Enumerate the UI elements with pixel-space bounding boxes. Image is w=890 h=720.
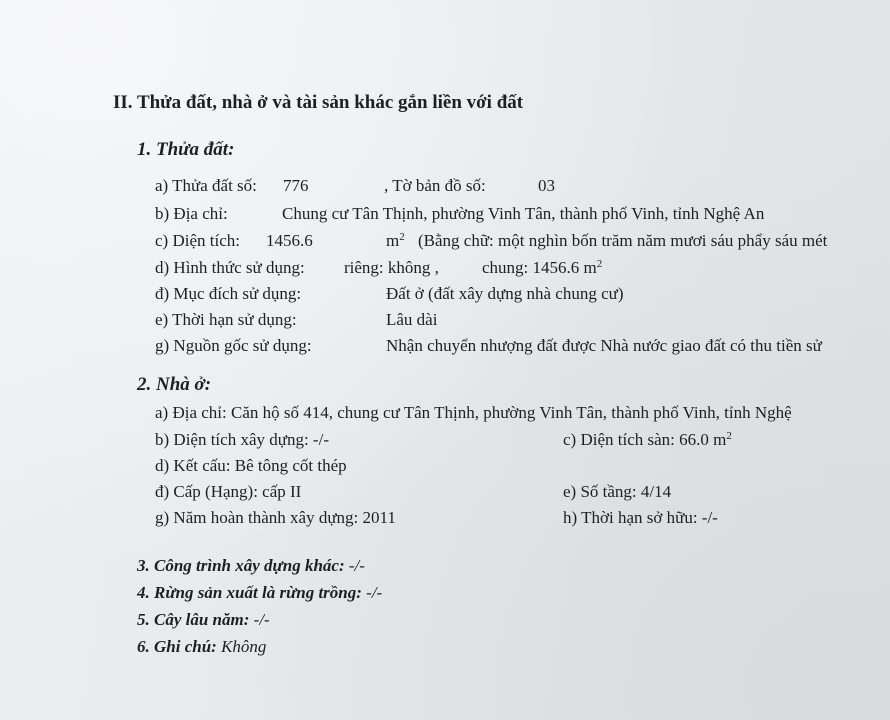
origin-label: g) Nguồn gốc sử dụng: <box>155 336 312 355</box>
area-in-words: (Bằng chữ: một nghìn bốn trăm năm mươi sáu phẩy sáu mét <box>418 231 828 250</box>
build-area: b) Diện tích xây dựng: -/- <box>155 430 329 449</box>
other-construction: 3. Công trình xây dựng khác: -/- <box>137 556 365 575</box>
map-label: , Tờ bản đồ số: <box>384 176 486 195</box>
term-label: e) Thời hạn sử dụng: <box>155 310 297 329</box>
ownership-term: h) Thời hạn sở hữu: -/- <box>563 508 718 527</box>
purpose-value: Đất ở (đất xây dựng nhà chung cư) <box>386 284 624 303</box>
house-heading: 2. Nhà ở: <box>137 374 212 395</box>
completion-year: g) Năm hoàn thành xây dựng: 2011 <box>155 508 396 527</box>
section-title: II. Thửa đất, nhà ở và tài sản khác gắn liền với đất <box>113 92 524 113</box>
grade: đ) Cấp (Hạng): cấp II <box>155 482 302 501</box>
usage-form-private: riêng: không , <box>344 258 439 277</box>
land-address-label: b) Địa chỉ: <box>155 204 228 223</box>
house-address: a) Địa chỉ: Căn hộ số 414, chung cư Tân Thịnh, phường Vinh Tân, thành phố Vinh, tỉnh Nghệ <box>155 403 792 422</box>
structure: d) Kết cấu: Bê tông cốt thép <box>155 456 347 475</box>
production-forest: 4. Rừng sản xuất là rừng trồng: -/- <box>137 583 383 602</box>
usage-form-common: chung: 1456.6 $m^2$ <box>482 258 603 277</box>
parcel-value: 776 <box>283 176 309 195</box>
term-value: Lâu dài <box>386 310 438 329</box>
purpose-label: đ) Mục đích sử dụng: <box>155 284 302 303</box>
area-label: c) Diện tích: <box>155 231 240 250</box>
area-unit: $m^2$ <box>386 231 405 250</box>
origin-value: Nhận chuyển nhượng đất được Nhà nước giao đất có thu tiền sử <box>386 336 822 355</box>
floors: e) Số tầng: 4/14 <box>563 482 672 501</box>
perennial-trees: 5. Cây lâu năm: -/- <box>137 610 270 629</box>
notes: 6. Ghi chú: Không <box>137 637 267 656</box>
map-value: 03 <box>538 176 555 195</box>
land-address-value: Chung cư Tân Thịnh, phường Vinh Tân, thành phố Vinh, tỉnh Nghệ An <box>282 204 765 223</box>
parcel-label: a) Thửa đất số: <box>155 176 257 195</box>
area-value: 1456.6 <box>266 231 313 250</box>
land-heading: 1. Thửa đất: <box>137 139 235 160</box>
floor-area: c) Diện tích sàn: 66.0 $m^2$ <box>563 430 732 449</box>
usage-form-label: d) Hình thức sử dụng: <box>155 258 305 277</box>
